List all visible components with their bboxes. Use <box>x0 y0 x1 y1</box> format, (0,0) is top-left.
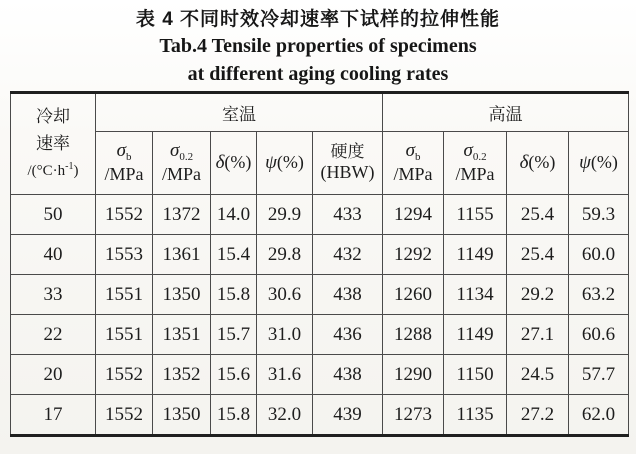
cell-rt-psi: 29.9 <box>257 195 313 235</box>
cell-ht-sigma-b: 1273 <box>383 395 444 436</box>
cell-rt-sigma-02: 1350 <box>153 395 211 436</box>
cell-rt-psi: 29.8 <box>257 235 313 275</box>
tensile-properties-table <box>10 91 629 437</box>
cell-rt-psi: 31.0 <box>257 315 313 355</box>
cell-hardness: 436 <box>313 315 383 355</box>
cell-rt-sigma-02: 1352 <box>153 355 211 395</box>
cell-rt-sigma-b: 1551 <box>96 275 153 315</box>
cell-rt-delta: 15.4 <box>211 235 257 275</box>
cell-ht-psi: 60.6 <box>569 315 629 355</box>
cell-hardness: 433 <box>313 195 383 235</box>
cell-rt-sigma-02: 1372 <box>153 195 211 235</box>
cell-rt-sigma-02: 1351 <box>153 315 211 355</box>
cell-ht-sigma-b: 1294 <box>383 195 444 235</box>
cell-ht-delta: 25.4 <box>507 195 569 235</box>
cell-ht-sigma-02: 1134 <box>444 275 507 315</box>
table-title-english-line2: at different aging cooling rates <box>187 62 449 85</box>
cell-ht-sigma-02: 1155 <box>444 195 507 235</box>
cell-hardness: 438 <box>313 355 383 395</box>
cell-ht-sigma-b: 1288 <box>383 315 444 355</box>
group-header-high-temperature: 高温 <box>383 93 629 132</box>
col-header-ht-psi: ψ(%) <box>569 132 629 195</box>
col-header-ht-sigma-b: $\sigma_b$ /MPa <box>383 132 444 195</box>
cell-cooling-rate: 20 <box>11 355 96 395</box>
cell-rt-psi: 30.6 <box>257 275 313 315</box>
table-row <box>11 275 629 315</box>
col-header-rt-sigma-02: $\sigma_{0.2}$ /MPa <box>153 132 211 195</box>
table-caption <box>0 0 636 88</box>
cell-rt-sigma-02: 1350 <box>153 275 211 315</box>
col-header-rt-delta: δ(%) <box>211 132 257 195</box>
table-row <box>11 395 629 436</box>
table-row <box>11 195 629 235</box>
table-title-chinese: 表 4 不同时效冷却速率下试样的拉伸性能 <box>135 9 501 30</box>
cooling-rate-label-line1: 冷却 <box>36 107 70 127</box>
table-row <box>11 235 629 275</box>
cell-ht-sigma-02: 1149 <box>444 315 507 355</box>
cell-rt-delta: 15.8 <box>211 395 257 436</box>
cell-ht-psi: 60.0 <box>569 235 629 275</box>
cell-rt-sigma-b: 1552 <box>96 395 153 436</box>
cell-rt-delta: 15.6 <box>211 355 257 395</box>
cell-cooling-rate: 33 <box>11 275 96 315</box>
cooling-rate-label-line2: 速率 <box>36 133 70 153</box>
cell-ht-psi: 63.2 <box>569 275 629 315</box>
table-row <box>11 315 629 355</box>
col-header-hardness: 硬度 (HBW) <box>313 132 383 195</box>
cell-ht-delta: 27.1 <box>507 315 569 355</box>
header-sub-row <box>11 132 629 195</box>
header-group-row <box>11 93 629 132</box>
col-header-rt-psi: ψ(%) <box>257 132 313 195</box>
cell-rt-psi: 32.0 <box>257 395 313 436</box>
cell-cooling-rate: 17 <box>11 395 96 436</box>
cooling-rate-unit: $/(^\circ C\cdot h^{-1})$ <box>27 161 79 180</box>
cell-rt-sigma-b: 1552 <box>96 355 153 395</box>
cell-rt-sigma-b: 1553 <box>96 235 153 275</box>
cell-rt-psi: 31.6 <box>257 355 313 395</box>
table-title-english-line1: Tab.4 Tensile properties of specimens <box>159 35 477 58</box>
cell-ht-delta: 24.5 <box>507 355 569 395</box>
cell-ht-psi: 62.0 <box>569 395 629 436</box>
cell-rt-delta: 14.0 <box>211 195 257 235</box>
cell-cooling-rate: 22 <box>11 315 96 355</box>
cell-rt-sigma-b: 1551 <box>96 315 153 355</box>
col-header-ht-sigma-02: $\sigma_{0.2}$ /MPa <box>444 132 507 195</box>
cell-hardness: 432 <box>313 235 383 275</box>
cell-hardness: 439 <box>313 395 383 436</box>
cell-hardness: 438 <box>313 275 383 315</box>
cell-cooling-rate: 40 <box>11 235 96 275</box>
cell-ht-sigma-02: 1150 <box>444 355 507 395</box>
table-row <box>11 355 629 395</box>
col-header-ht-delta: δ(%) <box>507 132 569 195</box>
cell-rt-delta: 15.7 <box>211 315 257 355</box>
cell-ht-delta: 25.4 <box>507 235 569 275</box>
cell-rt-delta: 15.8 <box>211 275 257 315</box>
cell-rt-sigma-02: 1361 <box>153 235 211 275</box>
cell-cooling-rate: 50 <box>11 195 96 235</box>
cell-ht-sigma-02: 1135 <box>444 395 507 436</box>
cell-ht-delta: 29.2 <box>507 275 569 315</box>
cell-ht-sigma-b: 1290 <box>383 355 444 395</box>
cell-ht-sigma-b: 1292 <box>383 235 444 275</box>
cell-ht-sigma-b: 1260 <box>383 275 444 315</box>
cell-ht-psi: 57.7 <box>569 355 629 395</box>
cell-ht-delta: 27.2 <box>507 395 569 436</box>
cell-rt-sigma-b: 1552 <box>96 195 153 235</box>
col-header-cooling-rate <box>11 93 96 195</box>
cell-ht-psi: 59.3 <box>569 195 629 235</box>
col-header-rt-sigma-b: $\sigma_b$ /MPa <box>96 132 153 195</box>
cell-ht-sigma-02: 1149 <box>444 235 507 275</box>
group-header-room-temperature: 室温 <box>96 93 383 132</box>
